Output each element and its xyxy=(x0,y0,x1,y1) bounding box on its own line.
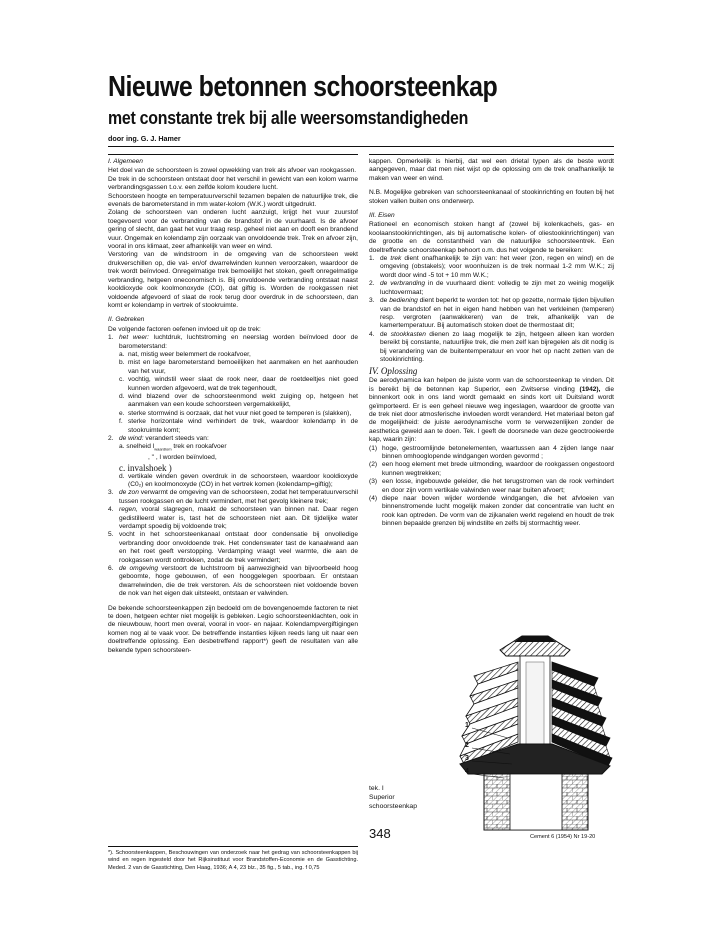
list-item xyxy=(369,280,614,297)
journal-reference: Cement 6 (1954) Nr 19-20 xyxy=(530,834,596,840)
sub-item-letter: a. xyxy=(119,350,125,358)
list-lead: de omgeving xyxy=(119,565,159,572)
list-item xyxy=(108,565,358,599)
list-item xyxy=(369,331,614,365)
sub-item xyxy=(108,418,358,435)
sub-item-text: nat, mistig weer belemmert de rookafvoer, xyxy=(128,350,251,358)
page-number: 348 xyxy=(369,826,391,841)
list-number: 4. xyxy=(369,330,375,338)
sub-item-text: wind blazend over de schoorsteenmond wekt zuiging op, hetgeen het aanmaken van een koude schoorsteen vergemakkelijkt, xyxy=(128,392,358,409)
section-heading-eisen: III. Eisen xyxy=(369,212,395,220)
list-text: een hoog element met brede uitmonding, waardoor de rookgassen ongestoord kunnen wegtrekken; xyxy=(382,461,614,477)
paragraph xyxy=(369,377,614,444)
caption-line: schoorsteenkap xyxy=(369,802,417,810)
list-item xyxy=(108,334,358,351)
list-text: een losse, ingebouwde geleider, die het terugstromen van de rook verhindert en door zijn vorm vertikale valwinden weer naar buiten afvoert; xyxy=(382,478,614,494)
sub-item xyxy=(108,393,358,410)
header-rule xyxy=(108,146,614,147)
sub-item-letter: d. xyxy=(119,392,125,400)
list-item xyxy=(369,478,614,495)
sub-item-text: mist en lage barometerstand bemoeilijken het aanmaken en het aanhouden van het vuur, xyxy=(128,359,358,375)
sub-item-text: sterke horizontale wind verhindert de trek, waardoor kolendamp in de stookruimte komt; xyxy=(128,418,358,434)
list-number: 6. xyxy=(108,565,114,572)
list-lead: stookkasten xyxy=(390,330,426,338)
list-item xyxy=(369,297,614,331)
sub-item-letter: c. xyxy=(119,376,125,384)
sub-item-letter: f. xyxy=(119,418,123,426)
sub-item xyxy=(108,351,358,359)
sub-item-text: vochtig, windstil weer slaat de rook neer, daar de roetdeeltjes niet goed kunnen worden afgevoerd, wat de trek tegenhoudt, xyxy=(128,376,358,392)
section-heading-algemeen: I. Algemeen xyxy=(108,158,143,165)
list-text: verwarmt de omgeving van de schoorsteen, zodat het temperatuurverschil tussen rookgassen en de lucht vermindert, met het gevolg kleinere trek; xyxy=(119,489,358,505)
article-title: Nieuwe betonnen schoorsteenkap xyxy=(108,71,498,103)
footnote-rule xyxy=(108,846,358,847)
list-number: 4. xyxy=(108,506,114,514)
sub-item xyxy=(108,473,358,490)
list-number: (4) xyxy=(369,495,378,503)
list-number: (1) xyxy=(369,444,378,452)
sub-item-letter: d. xyxy=(119,472,125,480)
list-item xyxy=(369,461,614,478)
list-pre: de xyxy=(380,330,391,338)
list-item xyxy=(369,255,614,280)
list-number: 2. xyxy=(108,435,114,442)
paragraph: Verstoring van de windstroom in de omgeving van de schoorsteen wekt drukverschillen op, die val- en/of dwarrelwinden kunnen veroorzaken, waardoor de trek wordt beïnvloed. Onregelmatige trek bemoeilijkt het stoken, geeft onregelmatige verbranding, hetgeen oneconomisch is. Bij onvoldoende verbranding ontstaat naast kooldioxyde ook koolmonoxyde (CO), dat giftig is. Worden de rookgassen niet voldoende afgevoerd of slaat de rook terug door overdruk in de schoorsteen, dan komt er kolendamp in vertrek of stookruimte. xyxy=(108,251,358,309)
right-column xyxy=(369,158,614,529)
sub-item xyxy=(108,359,358,376)
chimney-cap-section-svg xyxy=(452,632,617,832)
paragraph: kappen. Opmerkelijk is hierbij, dat wel een drietal typen als de beste wordt aangegeven, maar dat men niet wijst op de oplossing om de trek onafhankelijk te maken van weer en wind. xyxy=(369,158,614,182)
list-number: (2) xyxy=(369,461,378,469)
paragraph: De bekende schoorsteenkappen zijn bedoeld om de bovengenoemde factoren te niet te doen, hetgeen echter niet mogelijk is gebleken. Legio schoorsteenklachten, ook in de nieuwbouw, hoort men overal, vooral in voor- en najaar. Kolendampvergiftigingen komen nog al te vaak voor. De betreffende instanties kijken reeds lang uit naar een doeltreffende oplossing. Een desbetreffend rapport*) geeft de resultaten van alle bekende typen schoorsteen- xyxy=(108,604,358,654)
list-number: 1. xyxy=(369,255,375,263)
paragraph: De trek in de schoorsteen ontstaat door het verschil in gewicht van een kolom warme verbrandingsgassen t.o.v. een zelfde kolom koudere lucht. xyxy=(108,175,358,192)
sub-item-a xyxy=(108,443,358,454)
footnote: *). Schoorsteenkappen, Beschouwingen van onderzoek naar het gedrag van schoorsteenkappen bij wind en regen ingesteld door het Rijksinstituut voor Brandstoffen-Economie en de Gasstichting. Meded. 2 van de Gasstichting, Den Haag, 1936; A 4, 23 blz., 35 fig., 5 tab., ing. f 0,75 xyxy=(108,850,358,871)
text-run: De aerodynamica kan helpen de juiste vorm van de schoorsteenkap te vinden. Dit is bereikt bij de betonnen kap Superior, een Zwitserse vinding xyxy=(369,377,614,393)
paragraph: N.B. Mogelijke gebreken van schoorsteenkanaal of stookinrichting en fouten bij het stoken vallen buiten ons onderwerp. xyxy=(369,189,614,205)
sub-item xyxy=(108,376,358,393)
text-run: die binnenkort ook in ons land wordt gemaakt en sinds kort uit Duitsland wordt geïmporteerd. Er is een geheel nieuwe weg ingeslagen, waardoor de grootte van de trek niet door atmosferische invloeden wordt veranderd. Het materiaal beton gaf de mogelijkheid: de juiste aerodynamische vorm te verwezenlijken zonder de aesthetica geweld aan te doen. Tek. I geeft de doorsnede van deze geoctrooieerde kap, waarin zijn: xyxy=(369,385,614,444)
article-subtitle: met constante trek bij alle weersomstandigheden xyxy=(108,107,469,128)
sub-item-text: trek en rookafvoer xyxy=(171,443,227,451)
list-text: in de vuurhaard dient: volledig te zijn met zo weinig mogelijk luchtovermaat; xyxy=(380,280,614,296)
section-heading-gebreken: II. Gebreken xyxy=(108,316,145,324)
list-text: diepe naar boven wijder wordende windgangen, die het afvloeien van binnenstromende lucht mogelijk maken zonder dat concentratie van lucht en rook kan optreden. De vorm van de zijkanalen werkt regelend en houdt de trek binnen bepaalde grenzen bij windstilte en zelfs bij stormachtig weer. xyxy=(382,495,614,528)
caption-line: tek. I xyxy=(369,785,384,792)
sub-item-text: sterke stormwind is oorzaak, dat het vuur niet goed te temperen is (slakken), xyxy=(128,409,352,417)
list-lead: bediening xyxy=(389,297,418,305)
list-number: 5. xyxy=(108,531,114,539)
figure-label: 1 xyxy=(465,722,469,729)
section-heading-oplossing: IV. Oplossing xyxy=(369,366,418,377)
list-text: luchtdruk, luchtstroming en neerslag worden beïnvloed door de barometerstand: xyxy=(119,334,358,350)
list-text: vocht in het schoorsteenkanaal ontstaat door condensatie bij onvolledige verbranding door onvoldoende trek. Het condenswater tast de kanaalwand aan en het roet geeft verstopping. Verdamping vraagt veel warmte, die aan de rookgassen wordt onttrokken, zodat de trek vermindert; xyxy=(119,531,358,564)
figure-label: 4 xyxy=(465,768,469,775)
caption-line: Superior xyxy=(369,793,395,801)
list-number: 1. xyxy=(108,334,114,342)
list-item xyxy=(108,506,358,531)
sub-item xyxy=(108,410,358,418)
paragraph: Zolang de schoorsteen van onderen lucht aanzuigt, krijgt het vuur zuurstof toegevoerd voor de verbranding van de brandstof in de vuurhaard. Is de afvoer gering of slecht, dan gaat het vuur traag resp. geheel niet aan en dooft een brandend vuur. Ongemak en kolendamp zijn oorzaak van onvoldoende trek. Trek en afvoer zijn, vooral in ons klimaat, zeer afhankelijk van weer en wind. xyxy=(108,209,358,251)
figure-caption xyxy=(369,785,417,811)
sub-item-c: c. invalshoek ) xyxy=(119,462,172,473)
author-line: door ing. G. J. Hamer xyxy=(108,134,181,143)
figure-label: 3 xyxy=(465,755,469,762)
chimney-cap-drawing xyxy=(452,632,617,837)
sub-item-text: a. snelheid l xyxy=(119,443,155,451)
paragraph: Rationeel en economisch stoken hangt af (zowel bij kolenkachels, gas- en koolaanstookinrichtingen, als bij automatische kolen- of oliestookinrichtingen) van de grootte en de constantheid van de natuurlijke schoorsteentrek. Een doeltreffende schoorsteenkap behoort o.m. dus het volgende te bereiken: xyxy=(369,221,614,254)
list-lead: het weer: xyxy=(119,334,150,342)
left-column-rule xyxy=(108,154,358,155)
list-item xyxy=(108,435,358,443)
sub-item-letter: e. xyxy=(119,409,125,417)
sub-item-letter: b. xyxy=(119,359,125,367)
sub-item-text: vertikale winden geven overdruk in de schoorsteen, waardoor kooldioxyde (C0₂) en koolmonoxyde (CO) in het vertrek komen (kolendamp=giftig); xyxy=(128,472,358,488)
sub-item-b: , " , l worden beïnvloed, xyxy=(148,454,217,462)
list-lead: de zon xyxy=(119,489,139,497)
list-item xyxy=(108,489,358,506)
left-column xyxy=(108,158,358,655)
list-pre: de xyxy=(380,255,391,263)
right-column-rule xyxy=(369,154,614,155)
list-lead: de verbranding xyxy=(380,280,426,288)
list-text: verstoort de luchtstroom bij aanwezigheid van bijvoorbeeld hoog geboomte, hoge gebouwen, of een hooggelegen spoorbaan. Er ontstaan dwarrelwinden, die de trek verstoren. Als de schoorsteen niet voldoende boven de nok van het eigen dak uitsteekt, ontstaan er valwinden. xyxy=(119,565,358,598)
list-text: dient onafhankelijk te zijn van: het weer (zon, regen en wind) en de omgeving (obstakels); voor woonhuizen is de trek normaal 1-2 mm W.K.; zij wordt door wind -5 tot + 10 mm W.K.; xyxy=(380,255,614,279)
list-text: verandert steeds van: xyxy=(143,435,209,442)
paragraph: De volgende factoren oefenen invloed uit op de trek: xyxy=(108,325,261,333)
paragraph: Schoorsteen hoogte en temperatuurverschil tezamen bepalen de natuurlijke trek, die evenals de barometerstand in mm water-kolom (W.K.) wordt uitgedrukt. xyxy=(108,192,358,209)
scan-artifact-text: waardlom xyxy=(154,446,172,452)
paragraph: Het doel van de schoorsteen is zowel opwekking van trek als afvoer van rookgassen. xyxy=(108,167,357,175)
list-item xyxy=(108,531,358,565)
list-pre: de xyxy=(380,297,390,305)
figure-label: 2 xyxy=(465,742,469,749)
list-number: 3. xyxy=(108,489,114,497)
list-item xyxy=(369,495,614,529)
list-text: vooral slagregen, maakt de schoorsteen van binnen nat. Daar regen gedistilleerd water is, tast het de schoorsteen niet aan. Dit tijdelijke water verdampt spoedig bij voldoende trek; xyxy=(119,506,358,530)
list-number: (3) xyxy=(369,478,378,486)
text-run-bold: (1942), xyxy=(579,385,601,393)
list-lead: trek xyxy=(390,255,402,263)
list-number: 2. xyxy=(369,280,375,288)
list-lead: de wind: xyxy=(119,435,144,442)
list-text: dienen zo laag mogelijk te zijn, hetgeen alleen kan worden bereikt bij constante, natuurlijke trek, die men zelf kan bijregelen als dit nodig is bij verandering van de buitentemperatuur en voor het op nacht zetten van de stookinrichting. xyxy=(380,330,614,363)
list-text: dient beperkt te worden tot: het op gezette, normale tijden bijvullen van de brandstof en het in eigen hand hebben van het verkleinen (temperen) resp. vergroten (aanwakkeren) van de trek, afhankelijk van de kamertemperatuur. Bij automatisch stoken doet de thermostaat dit; xyxy=(380,297,615,330)
list-text: hoge, gestroomlijnde betonelementen, waartussen aan 4 zijden lange naar binnen omhooglopende windgangen worden gevormd ; xyxy=(382,444,614,460)
list-item xyxy=(369,445,614,462)
list-number: 3. xyxy=(369,297,375,305)
list-lead: regen, xyxy=(119,506,138,514)
